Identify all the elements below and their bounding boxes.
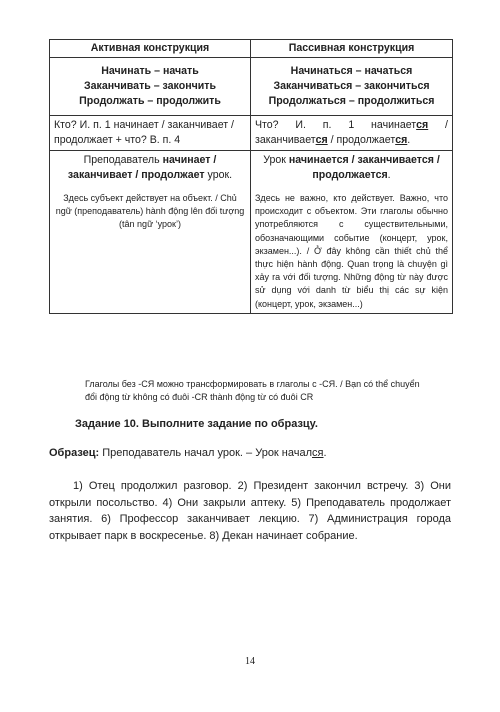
passive-forms-cell bbox=[251, 58, 453, 116]
exercise-text: 1) Отец продолжил разговор. 2) Президент закончил встречу. 3) Они открыли посольство. 4) Они закрыли аптеку. 5) Преподаватель продолжает занятия. 6) Профессор заканчивает лекцию. 7) Администрация города открывает парк в воскресенье. 8) Декан начинает собрание. bbox=[49, 480, 451, 542]
header-active: Активная конструкция bbox=[50, 40, 251, 58]
sample-line: Образец: Преподаватель начал урок. – Урок начался. bbox=[49, 447, 327, 459]
active-question: Кто? И. п. 1 начинает / заканчивает / продолжает + что? В. п. 4 bbox=[50, 116, 251, 151]
suffix-sya: ся bbox=[395, 134, 408, 146]
table-header-row bbox=[50, 40, 453, 58]
passive-example-sentence: Урок начинается / заканчивается / продолжается. bbox=[263, 154, 440, 181]
active-forms-cell bbox=[50, 58, 251, 116]
active-form: Начинать – начать bbox=[101, 65, 199, 77]
grammar-table bbox=[49, 39, 453, 314]
header-passive: Пассивная конструкция bbox=[251, 40, 453, 58]
passive-form: Начинаться – начаться bbox=[290, 65, 413, 77]
passive-form: Продолжаться – продолжиться bbox=[268, 95, 435, 107]
task-title: Задание 10. Выполните задание по образцу. bbox=[75, 418, 318, 430]
passive-note: Здесь не важно, кто действует. Важно, что происходит с объектом. Эти глаголы обычно употребляются с существительными, обозначающими событие (концерт, урок, экзамен...). / Ở đây không cần thiết chủ thể thực hiện hành động. Quan trọng là chuyện gì xảy ra với đối tượng. Những động từ này được sử dụng với danh từ biểu thị các sự kiện (концерт, урок, экзамен...) bbox=[255, 193, 448, 309]
active-example-sentence: Преподаватель начинает / заканчивает / продолжает урок. bbox=[67, 154, 233, 181]
suffix-sya: ся bbox=[312, 447, 324, 459]
transformation-note: Глаголы без -СЯ можно трансформировать в глаголы с -СЯ. / Bạn có thể chuyển đổi động từ không có đuôi -CR thành động từ có đuôi CR bbox=[85, 379, 420, 402]
active-example-cell bbox=[50, 151, 251, 314]
passive-question: Что? И. п. 1 начинается / заканчивается / продолжается. bbox=[251, 116, 453, 151]
page-number: 14 bbox=[245, 656, 255, 667]
suffix-sya: ся bbox=[315, 134, 328, 146]
active-form: Заканчивать – закончить bbox=[84, 80, 216, 92]
question-row bbox=[50, 116, 453, 151]
sample-label: Образец: bbox=[49, 447, 100, 459]
example-row bbox=[50, 151, 453, 314]
passive-form: Заканчиваться – закончиться bbox=[273, 80, 430, 92]
passive-example-cell bbox=[251, 151, 453, 314]
active-form: Продолжать – продолжить bbox=[79, 95, 221, 107]
active-note: Здесь субъект действует на объект. / Chủ ngữ (преподаватель) hành động lên đối tượng (tân ngữ ‘урок’) bbox=[55, 193, 245, 230]
forms-row bbox=[50, 58, 453, 116]
suffix-sya: ся bbox=[416, 119, 429, 131]
